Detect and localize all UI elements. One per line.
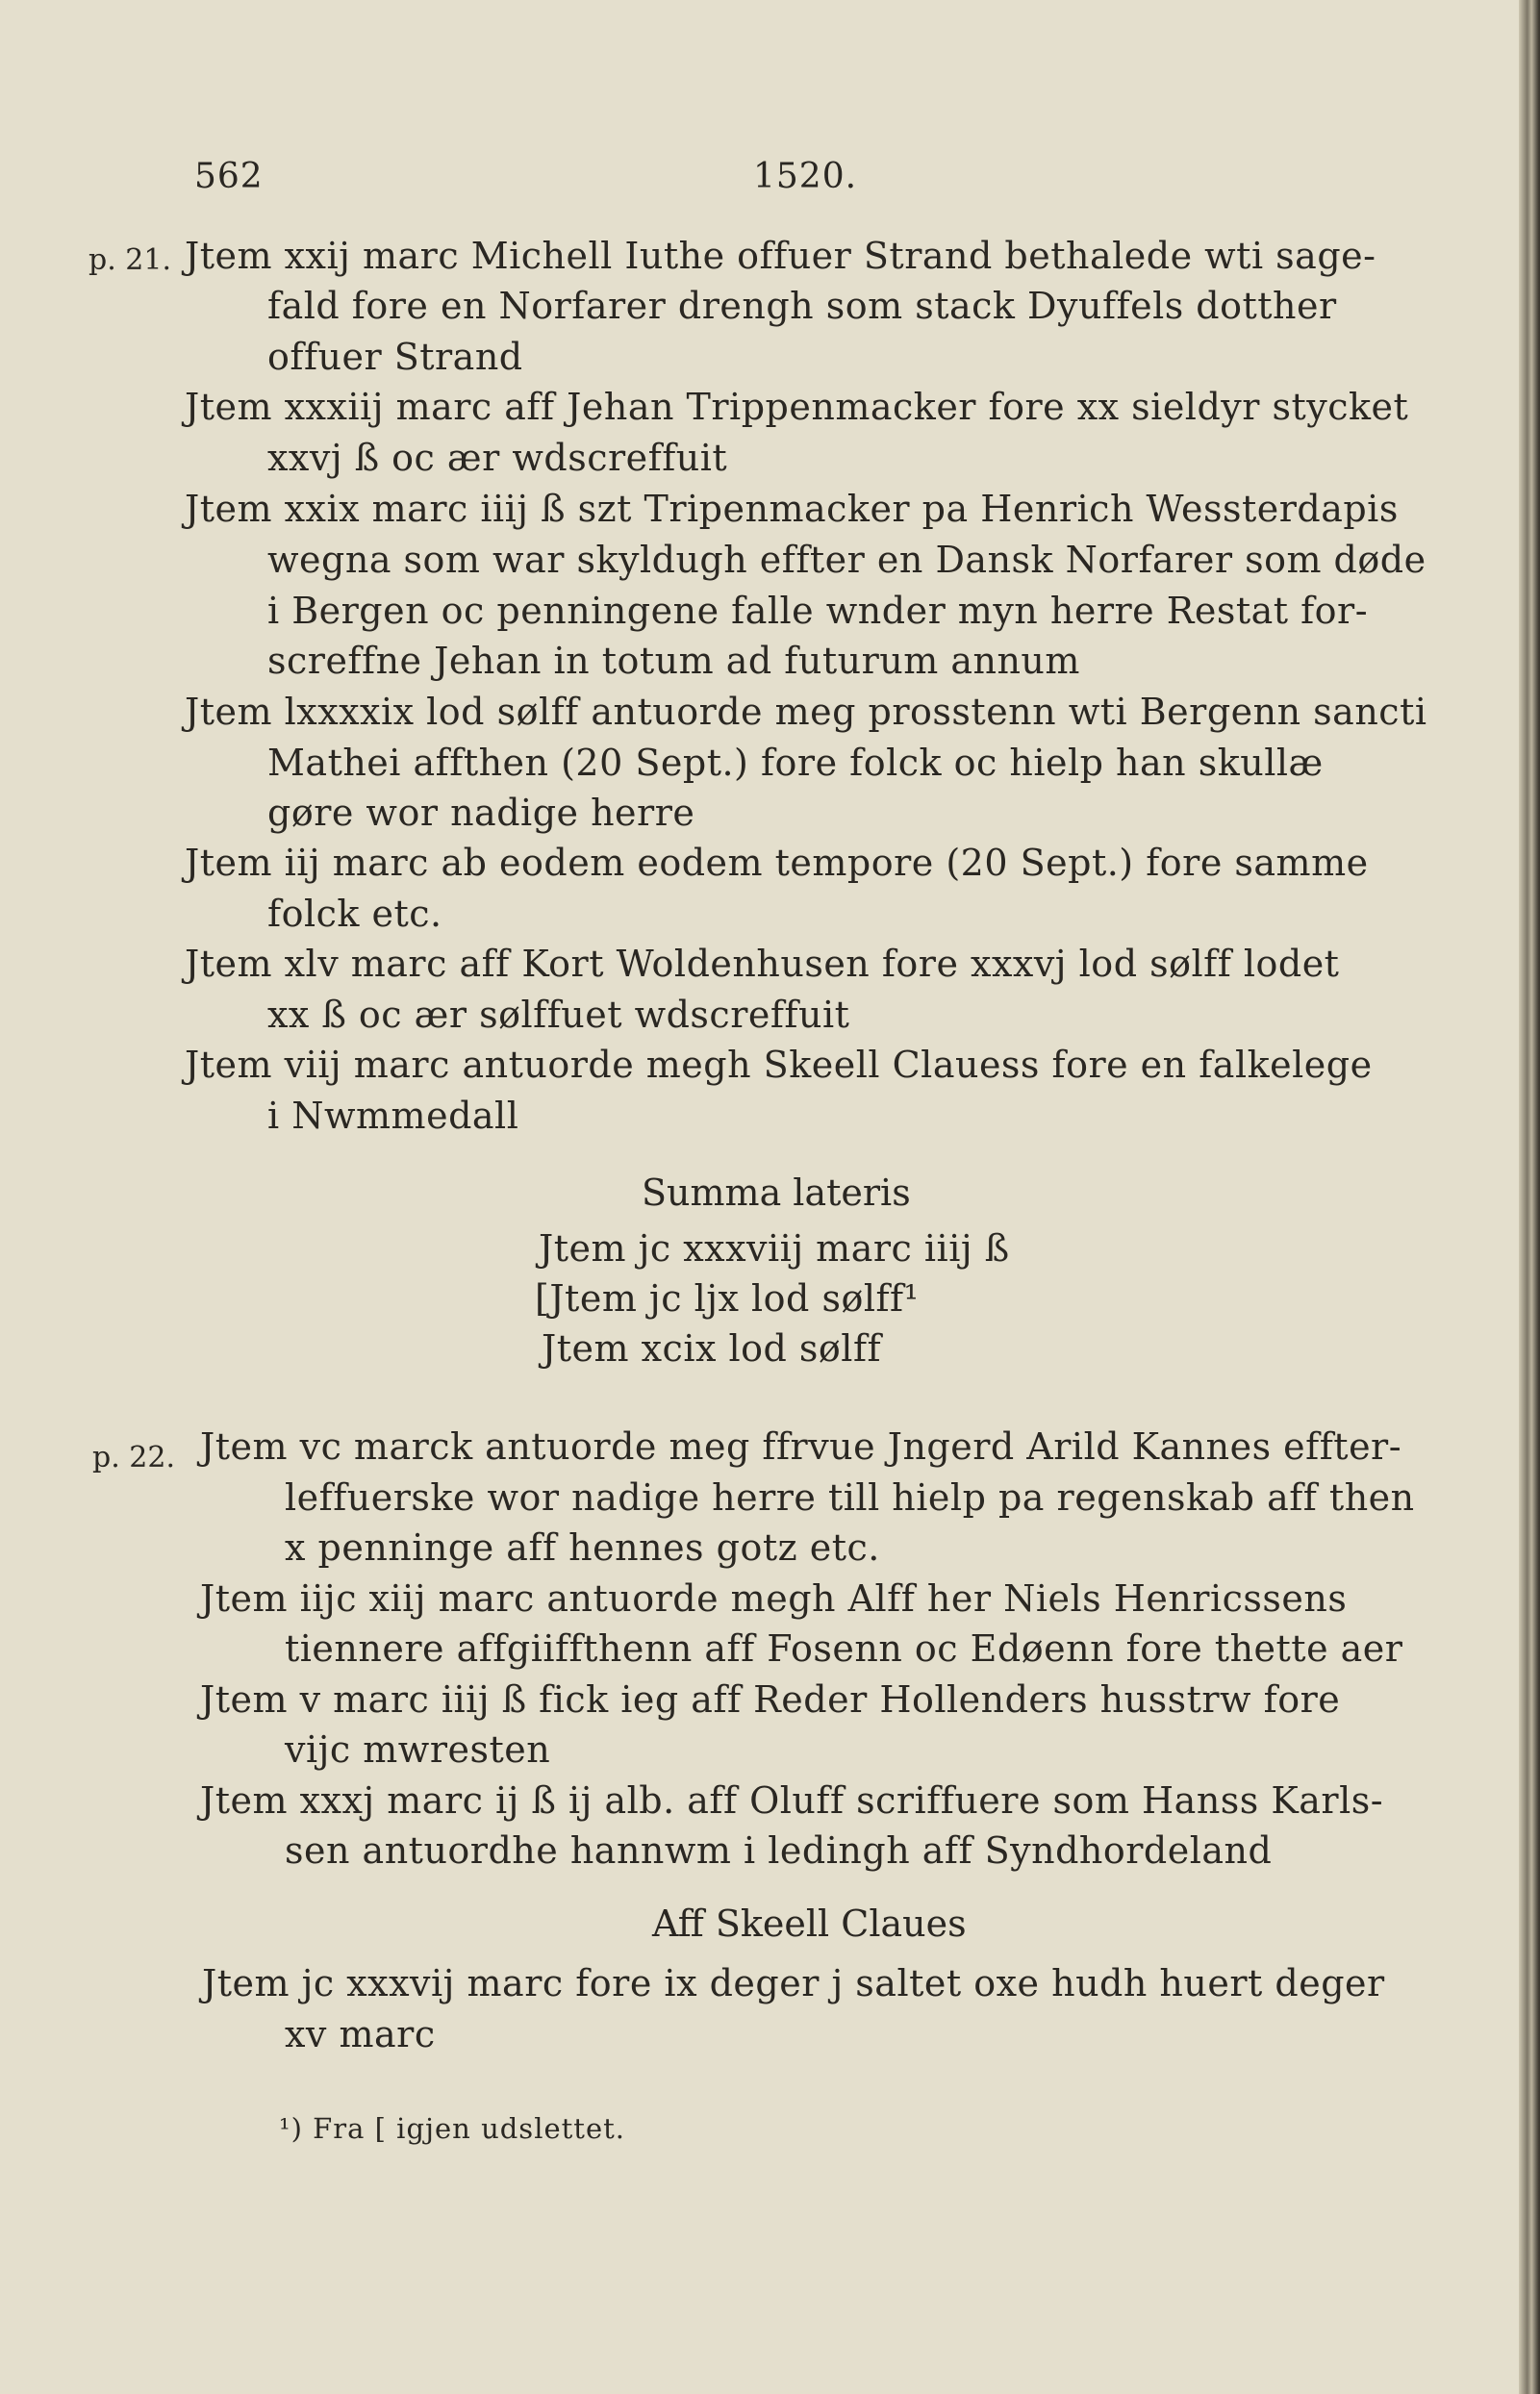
summa-line: Jtem jc xxxviij marc iiij ß — [539, 1227, 1010, 1270]
entry-line: wegna som war skyldugh effter en Dansk Norfarer som døde — [267, 539, 1426, 581]
entry-line: Jtem xxij marc Michell Iuthe offuer Strand bethalede wti sage- — [185, 235, 1376, 277]
entry-line: xv marc — [285, 2013, 436, 2055]
entry-line: screffne Jehan in totum ad futurum annum — [267, 640, 1080, 682]
year-heading: 1520. — [753, 157, 858, 196]
summa-heading: Summa lateris — [642, 1172, 911, 1214]
entry-line: i Nwmmedall — [267, 1095, 519, 1137]
entry-line: folck etc. — [267, 893, 442, 935]
entry-line: x penninge aff hennes gotz etc. — [285, 1526, 880, 1569]
page-reference: p. 22. — [92, 1441, 175, 1474]
entry-line: Jtem xlv marc aff Kort Woldenhusen fore xxxvj lod sølff lodet — [185, 943, 1340, 985]
entry-line: gøre wor nadige herre — [267, 792, 695, 834]
entry-line: Jtem vc marck antuorde meg ffrvue Jngerd Arild Kannes effter- — [200, 1425, 1402, 1468]
entry-line: Jtem xxxj marc ij ß ij alb. aff Oluff scriffuere som Hanss Karls- — [200, 1779, 1384, 1822]
entry-line: Jtem lxxxxix lod sølff antuorde meg prosstenn wti Bergenn sancti — [185, 691, 1427, 733]
entry-line: Jtem viij marc antuorde megh Skeell Clauess fore en falkelege — [185, 1044, 1373, 1086]
page-reference: p. 21. — [88, 243, 171, 277]
entry-line: i Bergen oc penningene falle wnder myn herre Restat for- — [267, 590, 1369, 632]
entry-line: Jtem xxxiij marc aff Jehan Trippenmacker fore xx sieldyr stycket — [185, 386, 1409, 428]
entry-line: tiennere affgiiffthenn aff Fosenn oc Edøenn fore thette aer — [285, 1627, 1403, 1670]
entry-line: Mathei affthen (20 Sept.) fore folck oc hielp han skullæ — [267, 742, 1324, 784]
entry-line: fald fore en Norfarer drengh som stack Dyuffels dotther — [267, 285, 1337, 327]
entry-line: Jtem iijc xiij marc antuorde megh Alff her Niels Henricssens — [200, 1577, 1348, 1620]
summa-line: [Jtem jc ljx lod sølff¹ — [535, 1277, 920, 1320]
entry-line: Jtem jc xxxvij marc fore ix deger j saltet oxe hudh huert deger — [202, 1962, 1385, 2004]
entry-line: sen antuordhe hannwm i ledingh aff Syndhordeland — [285, 1829, 1273, 1872]
entry-line: vijc mwresten — [285, 1728, 551, 1771]
section-heading: Aff Skeell Claues — [652, 1903, 967, 1945]
entry-line: Jtem iij marc ab eodem eodem tempore (20 Sept.) fore samme — [185, 842, 1369, 884]
entry-line: xx ß oc ær sølffuet wdscreffuit — [267, 994, 850, 1036]
footnote: ¹) Fra [ igjen udslettet. — [279, 2112, 625, 2145]
entry-line: Jtem xxix marc iiij ß szt Tripenmacker pa Henrich Wessterdapis — [185, 488, 1399, 530]
page-edge — [1519, 0, 1540, 2394]
entry-line: offuer Strand — [267, 336, 523, 378]
summa-line: Jtem xcix lod sølff — [542, 1327, 882, 1370]
entry-line: xxvj ß oc ær wdscreffuit — [267, 437, 728, 479]
entry-line: leffuerske wor nadige herre till hielp pa regenskab aff then — [285, 1476, 1415, 1519]
entry-line: Jtem v marc iiij ß fick ieg aff Reder Hollenders husstrw fore — [200, 1678, 1341, 1721]
page-number: 562 — [194, 157, 264, 196]
